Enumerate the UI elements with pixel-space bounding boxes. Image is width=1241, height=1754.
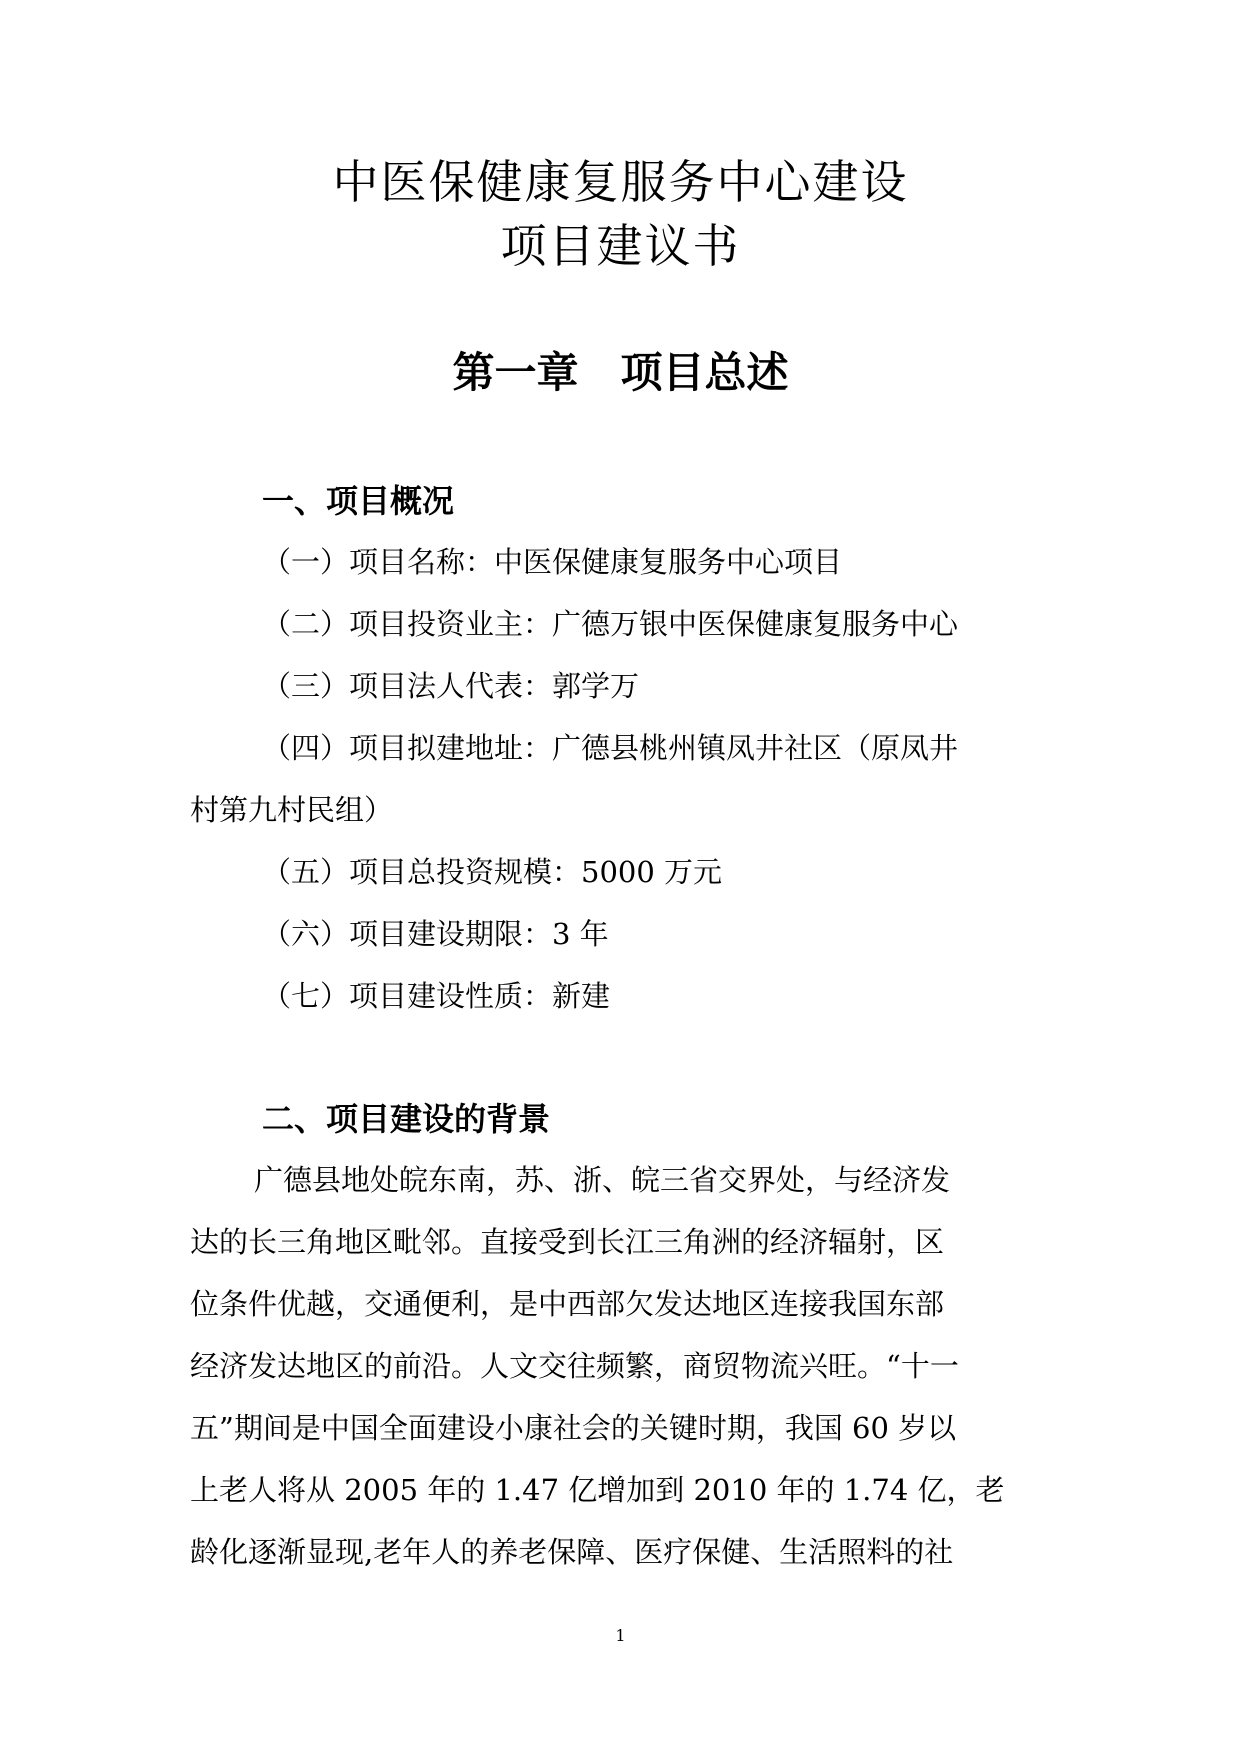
overview-item-address: （四）项目拟建地址：广德县桃州镇凤井社区（原凤井 [262,731,959,765]
overview-item-owner: （二）项目投资业主：广德万银中医保健康复服务中心 [262,607,959,641]
background-paragraph-line: 位条件优越，交通便利，是中西部欠发达地区连接我国东部 [190,1287,945,1321]
background-paragraph-line: 五”期间是中国全面建设小康社会的关键时期，我国 60 岁以 [190,1411,957,1445]
overview-item-investment: （五）项目总投资规模：5000 万元 [262,855,723,889]
overview-item-period: （六）项目建设期限：3 年 [262,917,609,951]
background-paragraph-line: 广德县地处皖东南，苏、浙、皖三省交界处，与经济发 [254,1163,951,1197]
background-paragraph-line: 龄化逐渐显现,老年人的养老保障、医疗保健、生活照料的社 [190,1535,954,1569]
chapter-heading: 第一章 项目总述 [452,348,789,397]
section-heading-overview: 一、项目概况 [262,482,455,520]
section-heading-background: 二、项目建设的背景 [262,1100,551,1138]
background-paragraph-line: 经济发达地区的前沿。人文交往频繁，商贸物流兴旺。“十一 [190,1349,959,1383]
page-number: 1 [615,1626,626,1645]
overview-item-name: （一）项目名称：中医保健康复服务中心项目 [262,545,843,579]
background-paragraph-line: 上老人将从 2005 年的 1.47 亿增加到 2010 年的 1.74 亿，老 [190,1473,1005,1507]
document-title-line-1: 中医保健康复服务中心建设 [332,155,909,209]
document-title-line-2: 项目建议书 [500,219,741,273]
overview-item-address-continued: 村第九村民组） [190,793,394,827]
overview-item-nature: （七）项目建设性质：新建 [262,979,611,1013]
overview-item-legal-rep: （三）项目法人代表：郭学万 [262,669,640,703]
background-paragraph-line: 达的长三角地区毗邻。直接受到长江三角洲的经济辐射，区 [190,1225,945,1259]
